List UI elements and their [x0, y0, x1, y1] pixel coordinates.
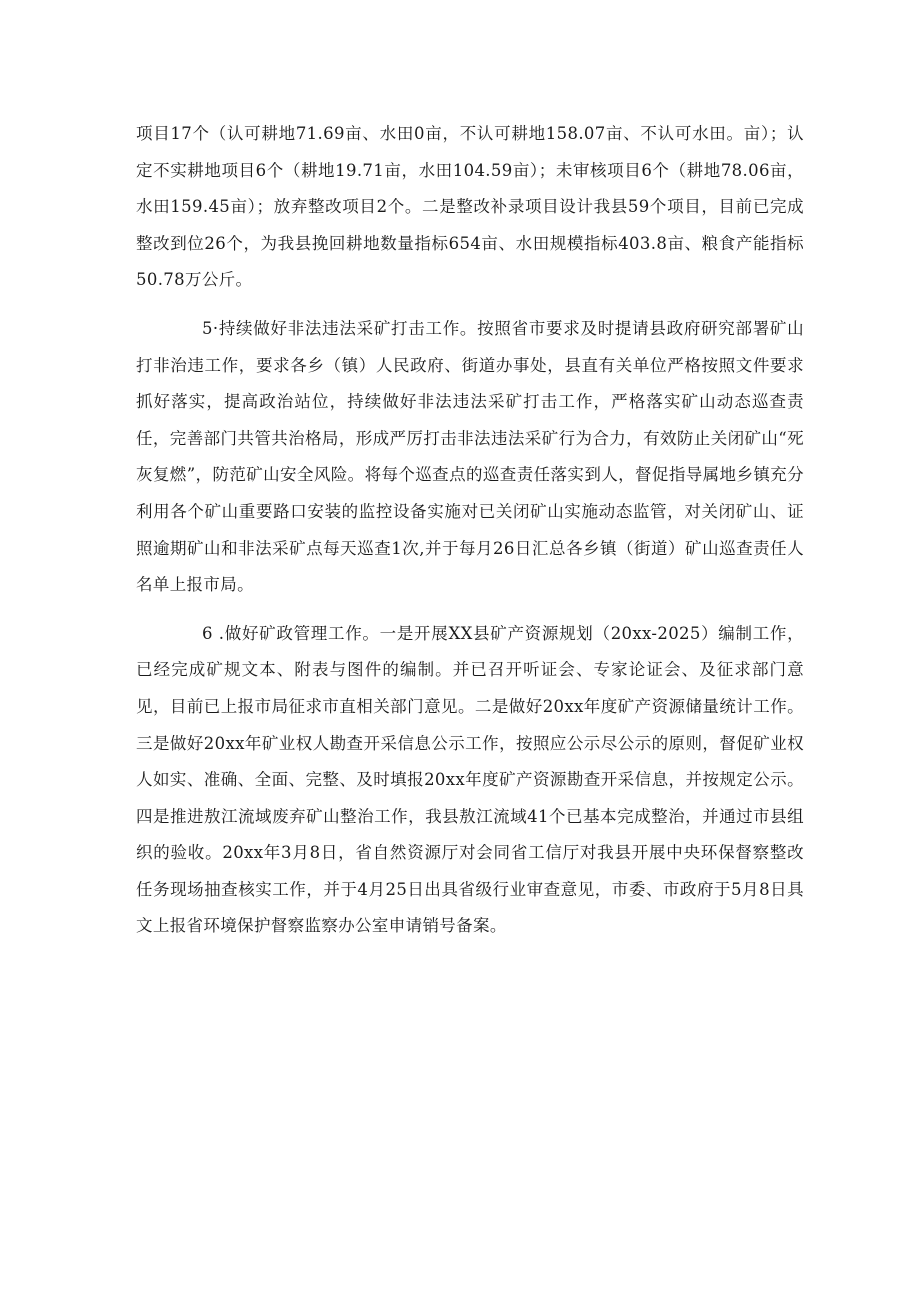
paragraph-mining-administration: 6 .做好矿政管理工作。一是开展XX县矿产资源规划（20xx-2025）编制工作，已经完成矿规文本、附表与图件的编制。并已召开听证会、专家论证会、及征求部门意见，目前已上报市局征求市直相关部门意见。二是做好20xx年度矿产资源储量统计工作。三是做好20xx年矿业权人勘查开采信息公示工作，按照应公示尽公示的原则，督促矿业权人如实、准确、全面、完整、及时填报20xx年度矿产资源勘查开采信息，并按规定公示。四是推进敖江流域废弃矿山整治工作，我县敖江流域41个已基本完成整治，并通过市县组织的验收。20xx年3月8日，省自然资源厅对会同省工信厅对我县开展中央环保督察整改任务现场抽查核实工作，并于4月25日出具省级行业审查意见，市委、市政府于5月8日具文上报省环境保护督察监察办公室申请销号备案。 [136, 623, 804, 936]
document-body [136, 116, 804, 945]
paragraph-farmland-projects: 项目17个（认可耕地71.69亩、水田0亩，不认可耕地158.07亩、不认可水田。亩）；认定不实耕地项目6个（耕地19.71亩，水田104.59亩）；未审核项目6个（耕地78.06亩，水田159.45亩）；放弃整改项目2个。二是整改补录项目设计我县59个项目，目前已完成整改到位26个，为我县挽回耕地数量指标654亩、水田规模指标403.8亩、粮食产能指标50.78万公斤。 [136, 124, 804, 290]
paragraph-illegal-mining: 5·持续做好非法违法采矿打击工作。按照省市要求及时提请县政府研究部署矿山打非治违工作，要求各乡（镇）人民政府、街道办事处，县直有关单位严格按照文件要求抓好落实，提高政治站位，持续做好非法违法采矿打击工作，严格落实矿山动态巡查责任，完善部门共管共治格局，形成严厉打击非法违法采矿行为合力，有效防止关闭矿山“死灰复燃”，防范矿山安全风险。将每个巡查点的巡查责任落实到人，督促指导属地乡镇充分利用各个矿山重要路口安装的监控设备实施对已关闭矿山实施动态监管，对关闭矿山、证照逾期矿山和非法采矿点每天巡查1次,并于每月26日汇总各乡镇（街道）矿山巡查责任人名单上报市局。 [136, 318, 804, 595]
